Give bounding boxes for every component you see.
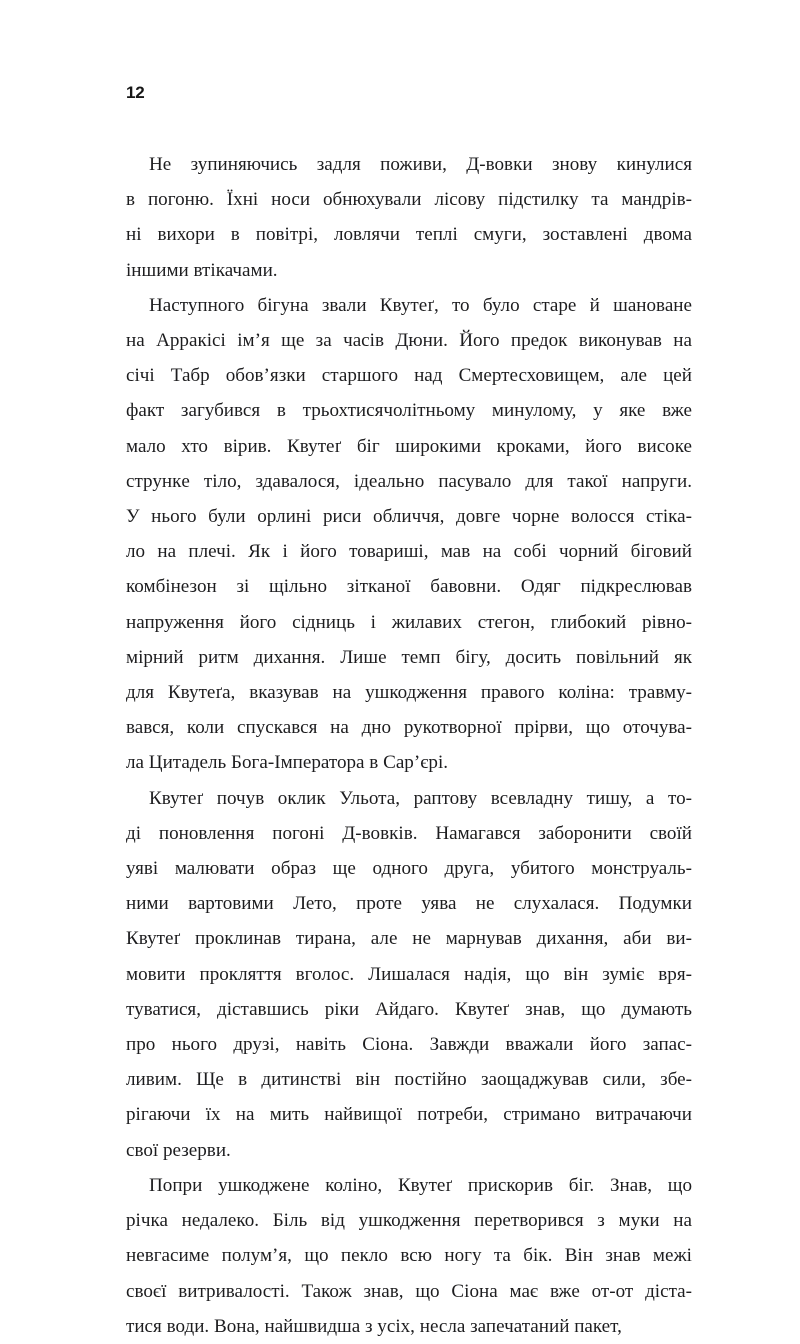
text-line: факт загубився в трьохтисячолітньому минулому, у яке вже [126, 400, 692, 422]
paragraph-3 [126, 781, 692, 1168]
text-line: стрункe тіло, здавалося, ідеально пасувало для такої напруги. [126, 470, 692, 492]
text-line: туватися, діставшись ріки Айдаго. Квутеґ знав, що думають [126, 998, 692, 1020]
text-line: напруження його сідниць і жилавих стегон, глибокий рівно- [126, 611, 692, 633]
text-line: ді поновлення погоні Д-вовків. Намагався заборонити своїй [126, 822, 692, 844]
paragraph-4 [126, 1168, 692, 1344]
text-line: Попри ушкоджене коліно, Квутеґ прискорив біг. Знав, що [149, 1174, 692, 1196]
text-line: ливим. Ще в дитинстві він постійно заощаджував сили, збе- [126, 1069, 692, 1091]
text-line: комбінезон зі щільно зітканої бавовни. Одяг підкреслював [126, 576, 692, 598]
text-line: Не зупиняючись задля поживи, Д-вовки знову кинулися [149, 154, 692, 175]
text-line: Наступного бігуна звали Квутеґ, то було старе й шановане [149, 294, 692, 316]
text-line: ла Цитадель Бога-Імператора в Сар’єрі. [126, 752, 449, 774]
text-line: ні вихори в повітрі, ловлячи теплі смуги, зоставлені двома [126, 224, 692, 246]
text-line: річка недалеко. Біль від ушкодження перетворився з муки на [126, 1210, 692, 1232]
text-line: про нього друзі, навіть Сіона. Завжди вважали його запас- [126, 1034, 692, 1056]
text-line: мало хто вірив. Квутеґ біг широкими кроками, його високе [126, 435, 692, 457]
text-line: ними вартовими Лето, проте уява не слухалася. Подумки [126, 893, 692, 915]
text-line: мовити прокляття вголос. Лишалася надія, що він зуміє вря- [126, 963, 692, 985]
page-text-block [126, 84, 692, 1344]
text-line: рігаючи їх на мить найвищої потреби, стримано витрачаючи [126, 1104, 692, 1126]
text-line: мірний ритм дихання. Лише темп бігу, досить повільний як [126, 646, 692, 668]
text-line: Квутеґ почув оклик Ульота, раптову всевладну тишу, а то- [149, 787, 692, 809]
page-number: 12 [126, 83, 145, 102]
text-line: Квутеґ проклинав тирана, але не марнував дихання, аби ви- [126, 928, 692, 950]
text-line: для Квутеґа, вказував на ушкодження правого коліна: травму- [126, 682, 692, 704]
text-line: У нього були орлині риси обличчя, довге чорне волосся стіка- [126, 506, 692, 528]
text-line: на Арракісі ім’я ще за часів Дюни. Його предок виконував на [126, 330, 692, 352]
text-line: своєї витривалості. Також знав, що Сіона має вже от-от діста- [126, 1280, 692, 1302]
text-line: тися води. Вона, найшвидша з усіх, несла запечатаний пакет, [126, 1315, 622, 1337]
text-line: іншими втікачами. [126, 259, 278, 281]
paragraph-1 [126, 147, 692, 288]
text-line: невгасиме полум’я, що пекло всю ногу та бік. Він знав межі [126, 1245, 692, 1267]
paragraph-2 [126, 288, 692, 781]
text-line: в погоню. Їхні носи обнюхували лісову підстилку та мандрів- [126, 189, 692, 211]
text-line: вався, коли спускався на дно рукотворної прірви, що оточува- [126, 717, 692, 739]
text-line: свої резерви. [126, 1139, 231, 1161]
text-line: січі Табр обов’язки старшого над Смертесховищем, але цей [126, 365, 692, 387]
text-line: ло на плечі. Як і його товариші, мав на собі чорний біговий [126, 541, 692, 563]
text-line: уяві малювати образ ще одного друга, убитого монструаль- [126, 858, 692, 880]
